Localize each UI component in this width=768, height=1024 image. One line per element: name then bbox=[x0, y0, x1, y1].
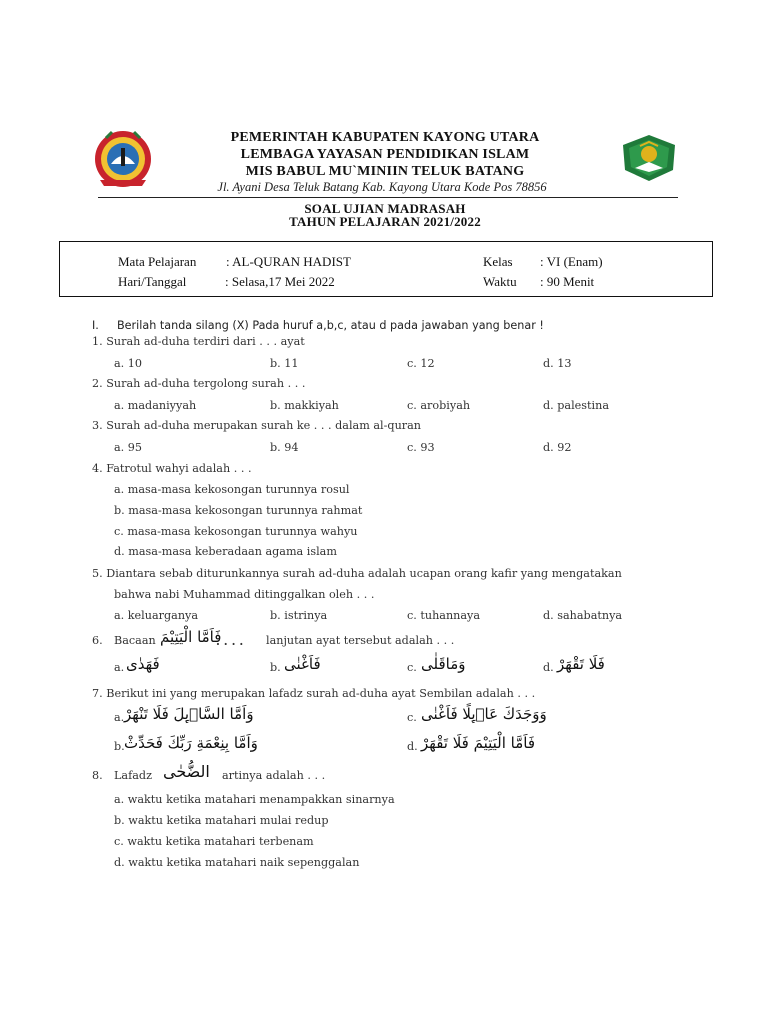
day-value: : Selasa,17 Mei 2022 bbox=[225, 274, 335, 289]
ministry-of-religion-emblem-icon bbox=[620, 134, 678, 182]
q8-option-b: b. waktu ketika matahari mulai redup bbox=[114, 814, 329, 827]
question-5-line-2: bahwa nabi Muhammad ditinggalkan oleh . . . bbox=[114, 588, 375, 601]
day-label: Hari/Tanggal bbox=[118, 274, 187, 289]
q7-option-a-letter: a. bbox=[114, 711, 125, 724]
q6-option-a-arabic: فَهَدٰى bbox=[126, 655, 160, 673]
class-label: Kelas bbox=[483, 254, 513, 269]
q4-option-c: c. masa-masa kekosongan turunnya wahyu bbox=[114, 525, 358, 538]
question-5-line-1: 5. Diantara sebab diturunkannya surah ad-duha adalah ucapan orang kafir yang mengatakan bbox=[92, 567, 622, 580]
school-address: Jl. Ayani Desa Teluk Batang Kab. Kayong Utara Kode Pos 78856 bbox=[217, 180, 547, 194]
q5-option-a: a. keluarganya bbox=[114, 609, 199, 622]
q3-option-b: b. 94 bbox=[270, 441, 299, 454]
q7-option-b-letter: b. bbox=[114, 740, 125, 753]
q6-option-c-letter: c. bbox=[407, 661, 417, 674]
class-value: : VI (Enam) bbox=[540, 254, 603, 269]
q2-option-b: b. makkiyah bbox=[270, 399, 339, 412]
header-line-2: LEMBAGA YAYASAN PENDIDIKAN ISLAM bbox=[240, 147, 530, 162]
q7-option-c-letter: c. bbox=[407, 711, 417, 724]
header-line-1: PEMERINTAH KABUPATEN KAYONG UTARA bbox=[230, 130, 540, 145]
q7-option-d-arabic: فَاَمَّا الْيَتِيْمَ فَلَا تَقْهَرْ bbox=[421, 734, 536, 752]
question-6-prefix: Bacaan bbox=[114, 634, 156, 647]
header-line-3: MIS BABUL MU`MINIIN TELUK BATANG bbox=[245, 164, 525, 179]
q3-option-c: c. 93 bbox=[407, 441, 435, 454]
question-6-dots: . . . . bbox=[216, 634, 244, 648]
question-4: 4. Fatrotul wahyi adalah . . . bbox=[92, 462, 252, 475]
exam-info-box bbox=[59, 241, 713, 297]
q2-option-a: a. madaniyyah bbox=[114, 399, 197, 412]
q6-option-d-letter: d. bbox=[543, 661, 554, 674]
q7-option-a-arabic: وَاَمَّا السَّاۤىِٕلَ فَلَا تَنْهَرْ bbox=[124, 705, 254, 723]
question-6-suffix: lanjutan ayat tersebut adalah . . . bbox=[266, 634, 455, 647]
q5-option-d: d. sahabatnya bbox=[543, 609, 623, 622]
q1-option-d: d. 13 bbox=[543, 357, 572, 370]
question-3: 3. Surah ad-duha merupakan surah ke . . . dalam al-quran bbox=[92, 419, 421, 432]
q5-option-c: c. tuhannaya bbox=[407, 609, 481, 622]
question-8-number: 8. bbox=[92, 769, 103, 782]
q1-option-b: b. 11 bbox=[270, 357, 299, 370]
q8-option-a: a. waktu ketika matahari menampakkan sinarnya bbox=[114, 793, 395, 806]
q2-option-d: d. palestina bbox=[543, 399, 609, 412]
academic-year: TAHUN PELAJARAN 2021/2022 bbox=[289, 214, 481, 229]
question-2: 2. Surah ad-duha tergolong surah . . . bbox=[92, 377, 306, 390]
regency-emblem-icon bbox=[92, 128, 154, 190]
q6-option-b-arabic: فَاَغْنٰى bbox=[284, 655, 321, 673]
section-instruction: Berilah tanda silang (X) Pada huruf a,b,c, atau d pada jawaban yang benar ! bbox=[117, 319, 544, 332]
q4-option-a: a. masa-masa kekosongan turunnya rosul bbox=[114, 483, 350, 496]
q6-option-c-arabic: وَمَاقَلٰى bbox=[421, 655, 466, 673]
q7-option-c-arabic: وَوَجَدَكَ عَاۤىِٕلًا فَاَغْنٰى bbox=[421, 705, 547, 723]
q6-option-d-arabic: فَلَا تَقْهَرْ bbox=[557, 655, 605, 673]
q3-option-a: a. 95 bbox=[114, 441, 143, 454]
subject-value: : AL-QURAN HADIST bbox=[226, 254, 351, 269]
exam-title: SOAL UJIAN MADRASAH bbox=[304, 201, 466, 216]
question-1: 1. Surah ad-duha terdiri dari . . . ayat bbox=[92, 335, 305, 348]
question-7: 7. Berikut ini yang merupakan lafadz surah ad-duha ayat Sembilan adalah . . . bbox=[92, 687, 536, 700]
q3-option-d: d. 92 bbox=[543, 441, 572, 454]
question-8-arabic: الضُّحٰى bbox=[163, 762, 210, 781]
q6-option-b-letter: b. bbox=[270, 661, 281, 674]
header-divider bbox=[98, 197, 678, 198]
q4-option-d: d. masa-masa keberadaan agama islam bbox=[114, 545, 337, 558]
q1-option-c: c. 12 bbox=[407, 357, 435, 370]
time-label: Waktu bbox=[483, 274, 517, 289]
question-6-arabic: فَاَمَّا الْيَتِيْمَ bbox=[160, 628, 222, 646]
q8-option-c: c. waktu ketika matahari terbenam bbox=[114, 835, 314, 848]
time-value: : 90 Menit bbox=[540, 274, 595, 289]
question-8-suffix: artinya adalah . . . bbox=[222, 769, 326, 782]
q1-option-a: a. 10 bbox=[114, 357, 143, 370]
q8-option-d: d. waktu ketika matahari naik sepenggalan bbox=[114, 856, 360, 869]
q2-option-c: c. arobiyah bbox=[407, 399, 471, 412]
q7-option-b-arabic: وَاَمَّا بِنِعْمَةِ رَبِّكَ فَحَدِّثْ bbox=[124, 734, 258, 752]
q5-option-b: b. istrinya bbox=[270, 609, 328, 622]
question-6-number: 6. bbox=[92, 634, 103, 647]
question-8-prefix: Lafadz bbox=[114, 769, 152, 782]
q6-option-a-letter: a. bbox=[114, 661, 125, 674]
q4-option-b: b. masa-masa kekosongan turunnya rahmat bbox=[114, 504, 363, 517]
section-numeral: I. bbox=[92, 319, 99, 332]
subject-label: Mata Pelajaran bbox=[118, 254, 197, 269]
q7-option-d-letter: d. bbox=[407, 740, 418, 753]
